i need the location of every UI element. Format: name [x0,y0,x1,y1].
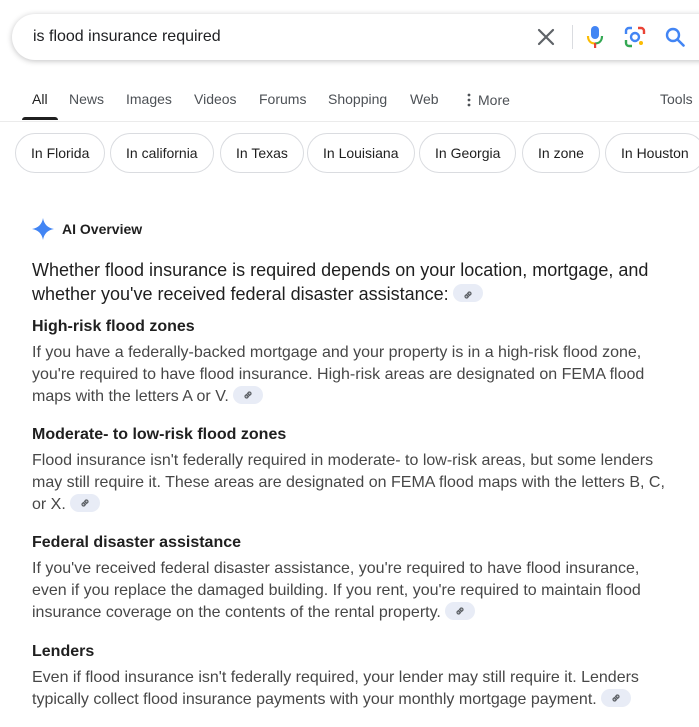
lens-search-button[interactable] [623,25,647,49]
more-vert-icon [466,93,472,107]
chip-in-houston[interactable]: In Houston [605,133,699,173]
search-button[interactable] [663,25,687,49]
link-icon [454,605,466,617]
ai-overview-title: AI Overview [62,221,143,237]
section-body [32,450,672,516]
source-link-button[interactable] [445,602,475,620]
ai-overview-header [32,218,142,240]
chip-in-georgia[interactable]: In Georgia [419,133,516,173]
section-body-text: Even if flood insurance isn't federally required, your lender may still require it. Lenders typically collect flood insurance payments with your monthly mortgage payment. [32,669,639,708]
source-link-button[interactable] [601,689,631,707]
link-icon [79,497,91,509]
close-icon [537,28,555,46]
section-body [32,558,672,624]
tab-forums[interactable]: Forums [259,91,307,107]
source-link-button[interactable] [70,494,100,512]
chip-in-louisiana[interactable]: In Louisiana [307,133,415,173]
tab-images[interactable]: Images [126,91,172,107]
tab-more-label: More [478,92,510,108]
voice-search-button[interactable] [583,25,607,49]
lens-icon [624,26,646,48]
section-heading: High-risk flood zones [32,318,195,335]
ai-overview-lead-text: Whether flood insurance is required depends on your location, mortgage, and whether you've received federal disaster assistance: [32,260,649,304]
tab-web[interactable]: Web [410,91,439,107]
clear-search-button[interactable] [534,25,558,49]
link-icon [610,692,622,704]
chip-in-zone[interactable]: In zone [522,133,600,173]
source-link-button[interactable] [233,386,263,404]
section-body [32,667,672,711]
tab-all[interactable]: All [32,80,48,120]
tab-videos[interactable]: Videos [194,91,237,107]
search-bar [12,14,699,60]
section-body-text: If you have a federally-backed mortgage and your property is in a high-risk flood zone, you're required to have flood insurance. High-risk areas are designated on FEMA flood maps with the letters A or V. [32,344,645,405]
section-body-text: Flood insurance isn't federally required in moderate- to low-risk areas, but some lenders may still require it. These areas are designated on FEMA flood maps with the letters B, C, or X. [32,452,665,513]
section-body [32,342,672,408]
section-heading: Lenders [32,643,95,660]
tab-news[interactable]: News [69,91,105,107]
tab-tools[interactable]: Tools [660,91,693,107]
section-heading: Federal disaster assistance [32,534,242,551]
chip-in-california[interactable]: In california [110,133,214,173]
section-heading: Moderate- to low-risk flood zones [32,426,287,443]
ai-overview-lead [32,258,672,306]
search-icon [665,27,685,47]
chip-in-texas[interactable]: In Texas [220,133,304,173]
search-tabs [0,80,699,122]
microphone-icon [585,25,605,49]
tabs-divider [0,121,699,122]
tab-more[interactable] [466,80,510,120]
search-input[interactable] [33,14,513,60]
section-body-text: If you've received federal disaster assistance, you're required to have flood insurance, even if you replace the damaged building. If you rent, you're required to maintain flood insurance coverage on the contents of the rental property. [32,560,641,621]
tab-shopping[interactable]: Shopping [328,91,388,107]
source-link-button[interactable] [453,284,483,302]
sparkle-icon [32,218,54,240]
link-icon [242,389,254,401]
search-divider [572,25,573,49]
chip-in-florida[interactable]: In Florida [15,133,105,173]
link-icon [462,289,474,301]
